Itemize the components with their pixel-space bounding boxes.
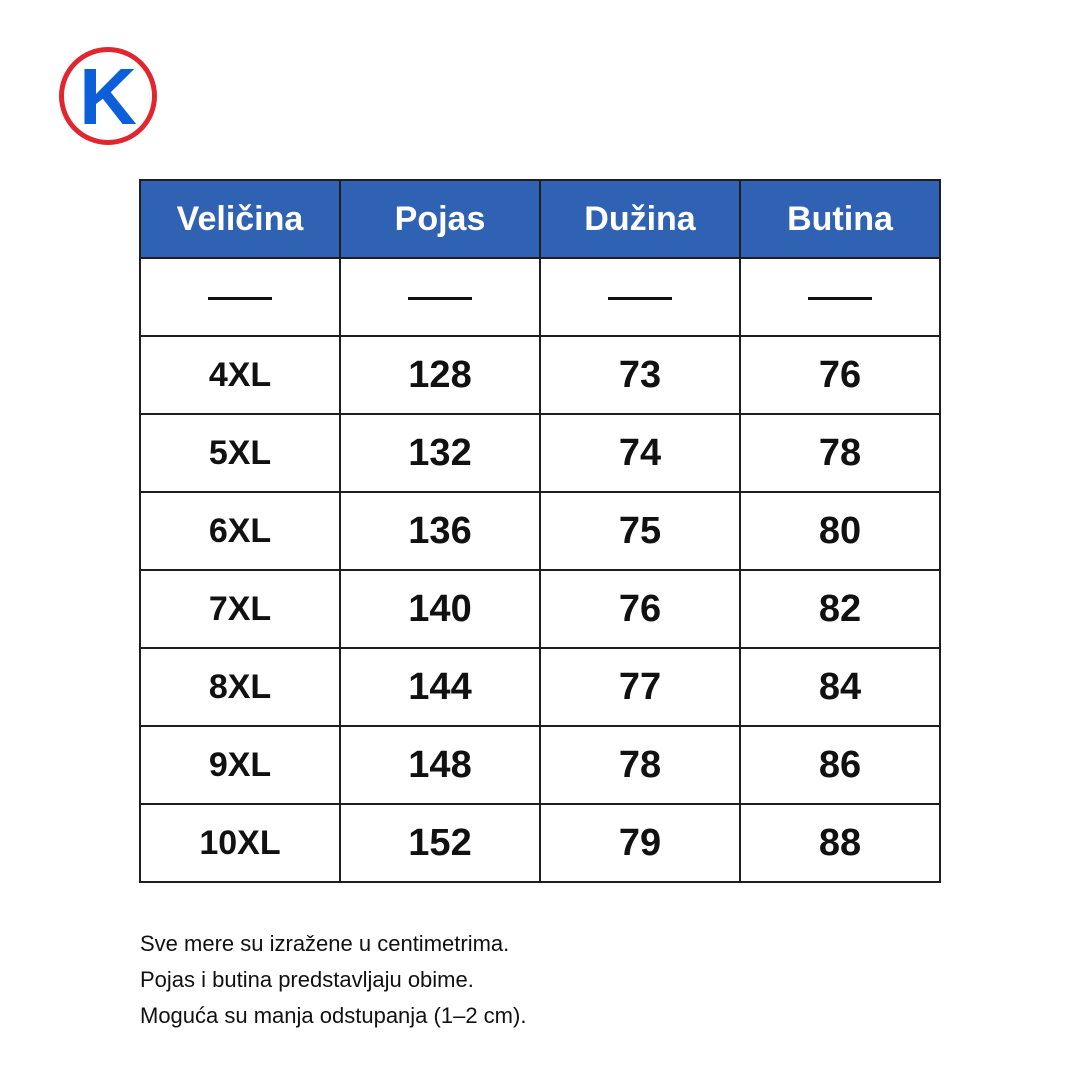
separator-cell	[140, 258, 340, 336]
table-row	[140, 648, 940, 726]
length-cell: 73	[540, 336, 740, 414]
thigh-cell: 84	[740, 648, 940, 726]
thigh-cell: 88	[740, 804, 940, 882]
length-cell: 77	[540, 648, 740, 726]
separator-row	[140, 258, 940, 336]
table-row	[140, 492, 940, 570]
table-row	[140, 336, 940, 414]
waist-cell: 136	[340, 492, 540, 570]
size-cell: 6XL	[140, 492, 340, 570]
note-tolerance: Moguća su manja odstupanja (1–2 cm).	[140, 1003, 527, 1028]
length-cell: 78	[540, 726, 740, 804]
table-row	[140, 414, 940, 492]
waist-cell: 152	[340, 804, 540, 882]
table-header-row	[140, 180, 940, 258]
thigh-cell: 76	[740, 336, 940, 414]
size-cell: 5XL	[140, 414, 340, 492]
dash-icon	[408, 297, 472, 300]
header-thigh: Butina	[740, 180, 940, 258]
waist-cell: 132	[340, 414, 540, 492]
length-cell: 75	[540, 492, 740, 570]
waist-cell: 148	[340, 726, 540, 804]
size-cell: 4XL	[140, 336, 340, 414]
note-circumference: Pojas i butina predstavljaju obime.	[140, 967, 474, 992]
length-cell: 76	[540, 570, 740, 648]
size-chart-table	[139, 179, 941, 883]
size-cell: 7XL	[140, 570, 340, 648]
table-row	[140, 570, 940, 648]
measurement-notes	[140, 926, 526, 1034]
waist-cell: 128	[340, 336, 540, 414]
size-cell: 8XL	[140, 648, 340, 726]
waist-cell: 144	[340, 648, 540, 726]
note-units: Sve mere su izražene u centimetrima.	[140, 931, 510, 956]
separator-cell	[740, 258, 940, 336]
table-row	[140, 726, 940, 804]
header-size: Veličina	[140, 180, 340, 258]
waist-cell: 140	[340, 570, 540, 648]
length-cell: 74	[540, 414, 740, 492]
thigh-cell: 82	[740, 570, 940, 648]
brand-logo	[59, 47, 157, 145]
thigh-cell: 86	[740, 726, 940, 804]
separator-cell	[540, 258, 740, 336]
size-cell: 10XL	[140, 804, 340, 882]
dash-icon	[608, 297, 672, 300]
logo-letter: K	[79, 52, 137, 141]
header-length: Dužina	[540, 180, 740, 258]
dash-icon	[808, 297, 872, 300]
thigh-cell: 78	[740, 414, 940, 492]
thigh-cell: 80	[740, 492, 940, 570]
length-cell: 79	[540, 804, 740, 882]
size-cell: 9XL	[140, 726, 340, 804]
dash-icon	[208, 297, 272, 300]
table-row	[140, 804, 940, 882]
separator-cell	[340, 258, 540, 336]
header-waist: Pojas	[340, 180, 540, 258]
